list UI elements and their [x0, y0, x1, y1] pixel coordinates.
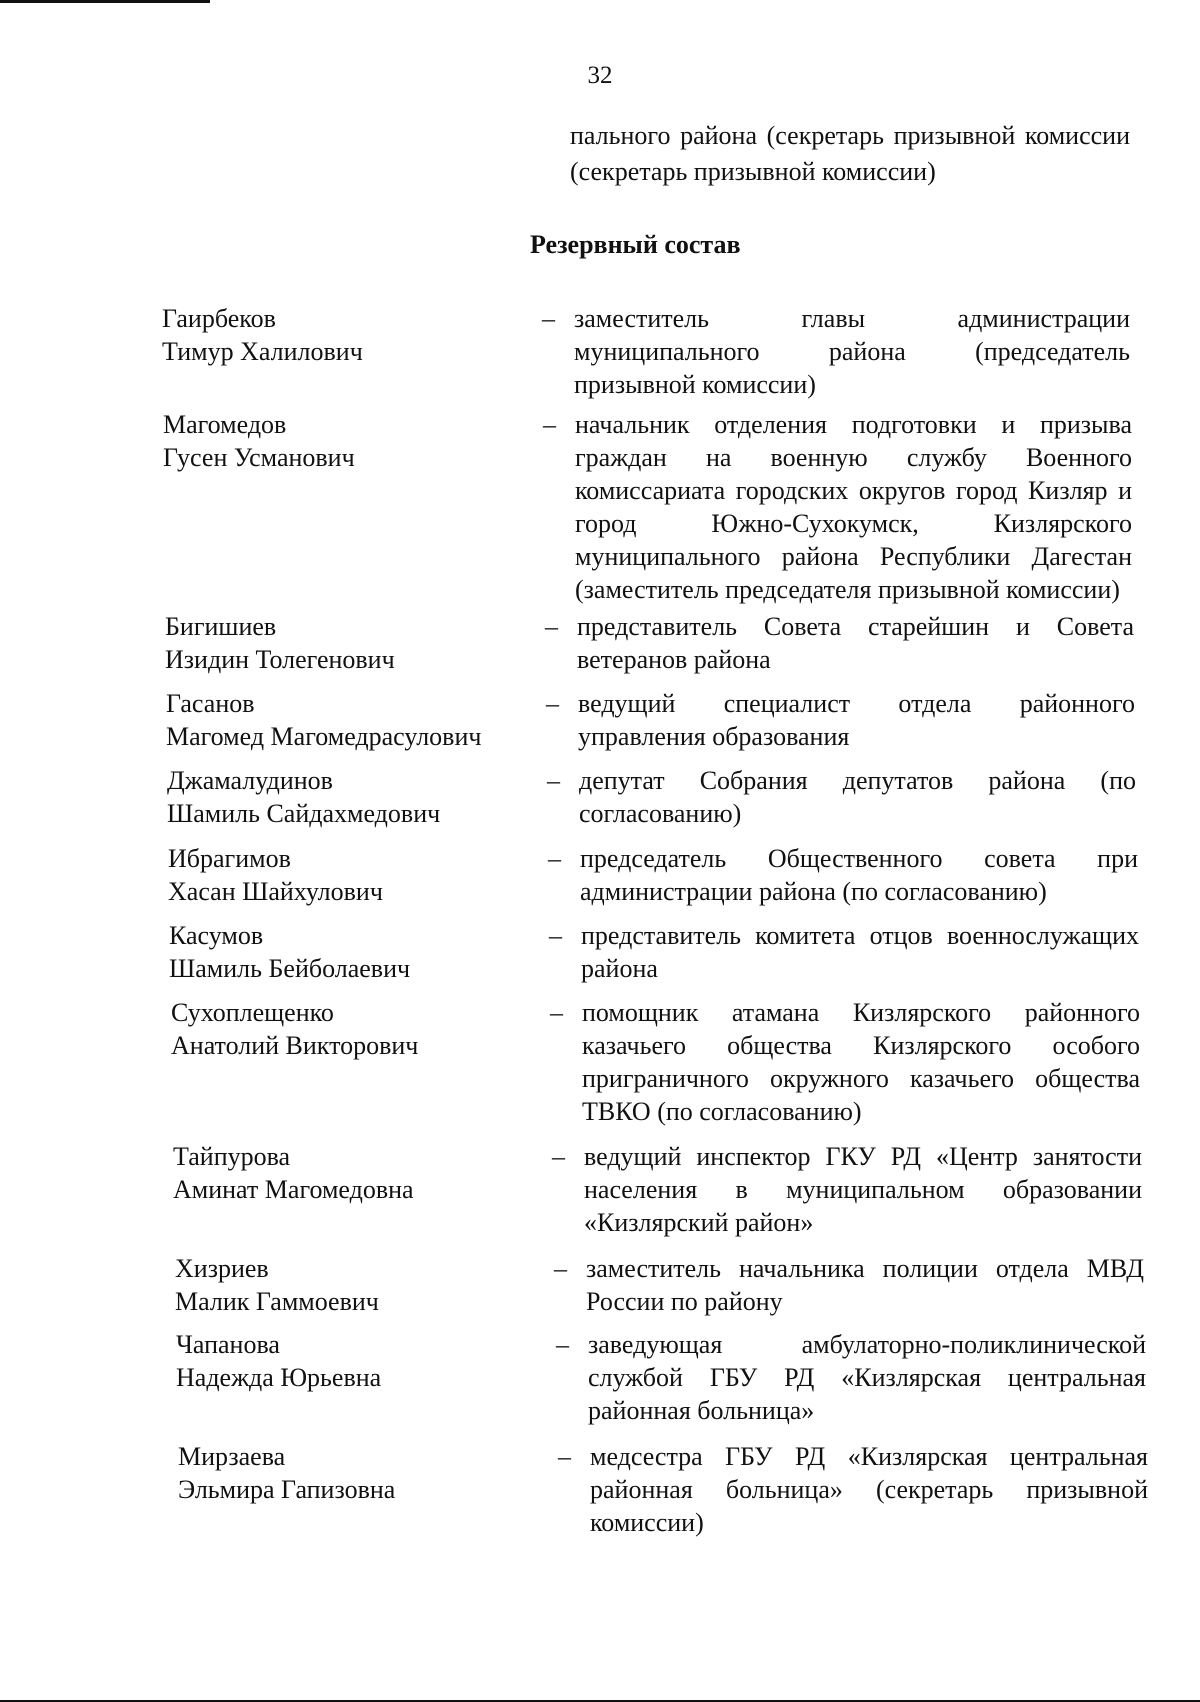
member-name [171, 996, 418, 1062]
member-given-name: Надежда Юрьевна [176, 1363, 382, 1392]
member-given-name: Шамиль Сайдахмедович [167, 799, 441, 828]
member-name [168, 842, 383, 908]
member-surname: Ибрагимов [168, 844, 291, 873]
dash: – [549, 921, 562, 950]
member-role: медсестра ГБУ РД «Кизлярская центральная районная больница» (секретарь призывной комиссии) [590, 1442, 1148, 1537]
member-role: заместитель главы администрации муниципального района (председатель призывной комиссии) [574, 304, 1130, 399]
member-name [176, 1328, 381, 1394]
member-surname: Сухоплещенко [171, 998, 334, 1027]
section-title: Резервный состав [530, 230, 741, 259]
member-role: депутат Собрания депутатов района (по согласованию) [579, 766, 1136, 828]
dash: – [554, 1254, 567, 1283]
member-role: заведующая амбулаторно-поликлинической службой ГБУ РД «Кизлярская центральная районная больница» [588, 1330, 1146, 1425]
member-surname: Тайпурова [173, 1142, 291, 1171]
member-given-name: Анатолий Викторович [171, 1031, 419, 1060]
member-role: ведущий инспектор ГКУ РД «Центр занятости населения в муниципальном образовании «Кизлярский район» [584, 1142, 1142, 1237]
member-given-name: Тимур Халилович [162, 337, 363, 366]
member-surname: Гасанов [166, 689, 255, 718]
member-name [162, 302, 363, 368]
dash: – [547, 766, 560, 795]
member-surname: Касумов [169, 921, 264, 950]
member-role: председатель Общественного совета при администрации района (по согласованию) [580, 844, 1138, 906]
member-name [167, 764, 440, 830]
member-given-name: Хасан Шайхулович [168, 877, 383, 906]
dash: – [545, 612, 558, 641]
dash: – [558, 1442, 571, 1471]
member-given-name: Аминат Магомедовна [173, 1175, 414, 1204]
scan-edge-top [0, 0, 210, 3]
member-surname: Гаирбеков [162, 304, 276, 333]
member-surname: Хизриев [175, 1254, 269, 1283]
member-name [166, 687, 481, 753]
member-name [163, 408, 355, 474]
member-given-name: Шамиль Бейболаевич [169, 954, 411, 983]
dash: – [546, 689, 559, 718]
member-name [173, 1140, 414, 1206]
dash: – [543, 410, 556, 439]
member-surname: Магомедов [163, 410, 287, 439]
continuation-text: пального района (секретарь призывной комиссии (секретарь призывной комиссии) [570, 121, 1130, 186]
member-given-name: Малик Гаммоевич [175, 1287, 379, 1316]
page-number: 32 [587, 62, 613, 89]
dash: – [556, 1330, 569, 1359]
member-role: заместитель начальника полиции отдела МВД России по району [586, 1254, 1144, 1316]
member-name [178, 1440, 395, 1506]
member-given-name: Гусен Усманович [163, 443, 355, 472]
member-given-name: Эльмира Гапизовна [178, 1475, 396, 1504]
member-name [175, 1252, 379, 1318]
dash: – [548, 844, 561, 873]
member-name [165, 610, 395, 676]
dash: – [550, 998, 563, 1027]
member-role: ведущий специалист отдела районного управления образования [578, 689, 1135, 751]
dash: – [542, 304, 555, 333]
member-surname: Чапанова [176, 1330, 280, 1359]
member-given-name: Изидин Толегенович [165, 645, 395, 674]
member-role: помощник атамана Кизлярского районного казачьего общества Кизлярского особого приграничного окружного казачьего общества ТВКО (по согласованию) [582, 998, 1140, 1126]
member-surname: Джамалудинов [167, 766, 333, 795]
member-role: начальник отделения подготовки и призыва граждан на военную службу Военного комиссариата городских округов город Кизляр и город Южно-Сухокумск, Кизлярского муниципального района Республики Дагестан (заместитель председателя призывной комиссии) [575, 410, 1132, 604]
member-role: представитель Совета старейшин и Совета ветеранов района [577, 612, 1134, 674]
dash: – [552, 1142, 565, 1171]
member-name [169, 919, 410, 985]
member-given-name: Магомед Магомедрасулович [166, 722, 482, 751]
member-surname: Бигишиев [165, 612, 277, 641]
member-surname: Мирзаева [178, 1442, 286, 1471]
member-role: представитель комитета отцов военнослужащих района [581, 921, 1139, 983]
